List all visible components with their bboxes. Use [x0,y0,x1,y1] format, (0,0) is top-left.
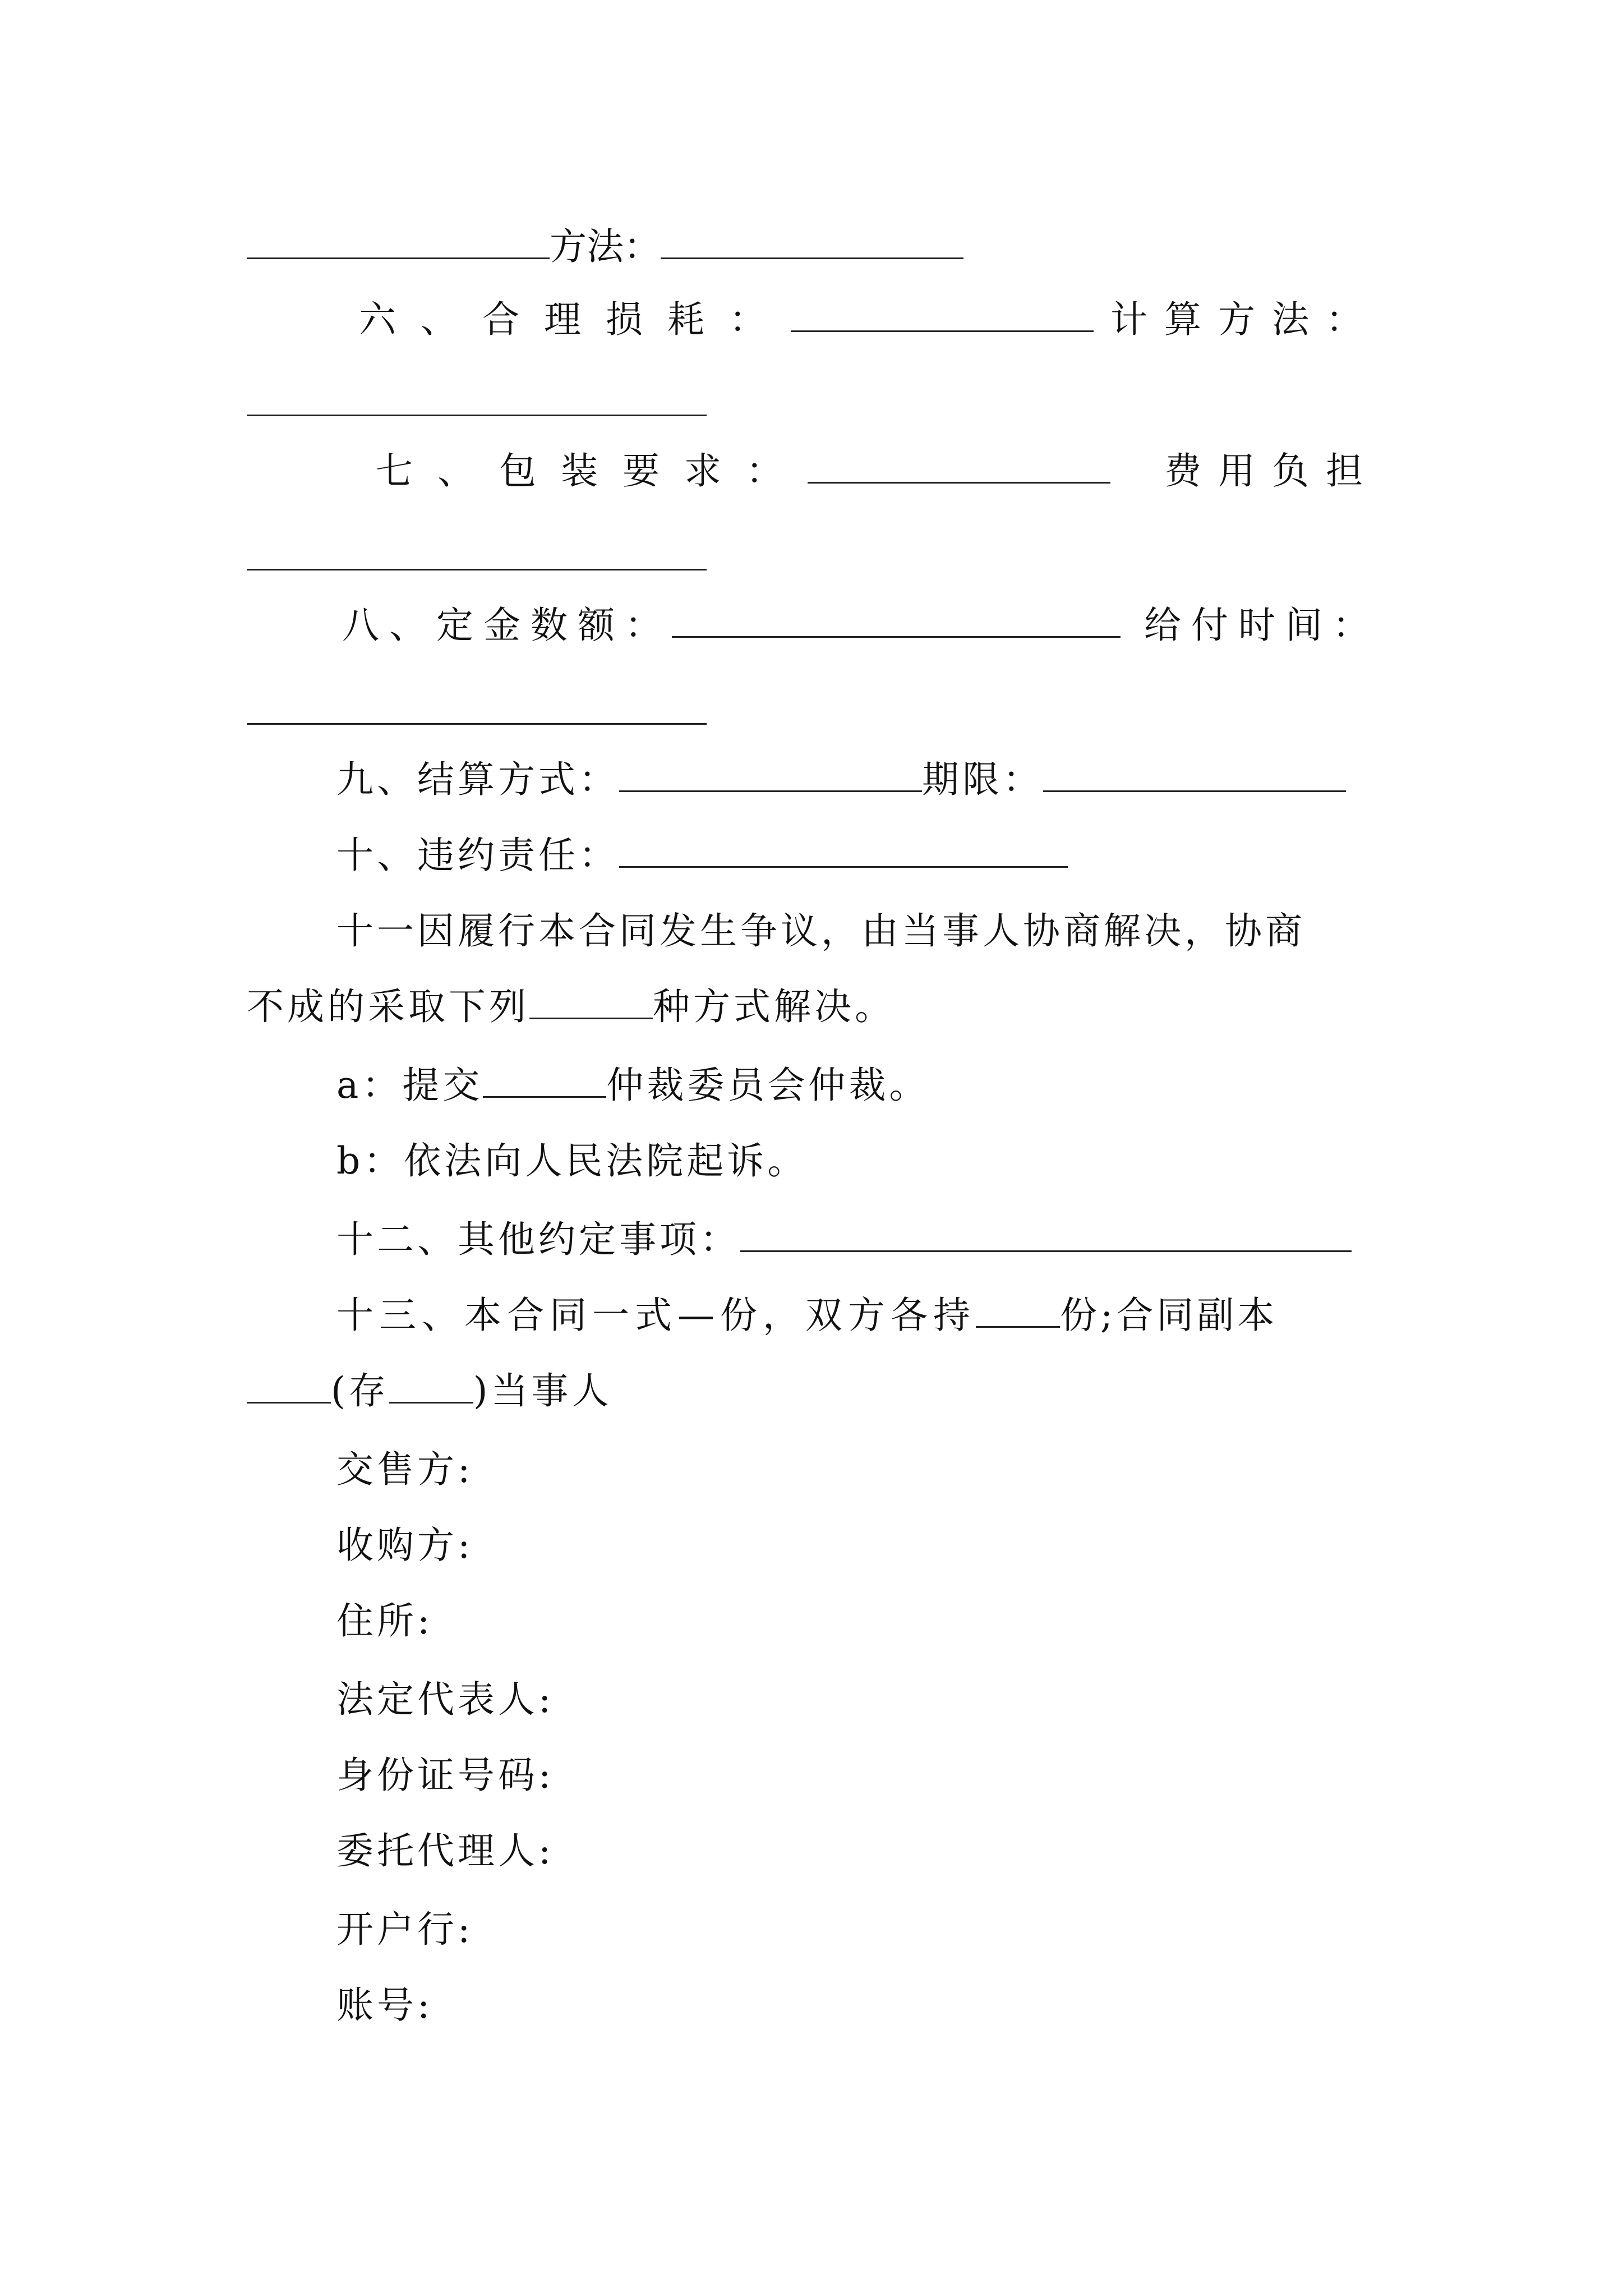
blank-field[interactable] [483,1062,606,1098]
blank-field[interactable] [976,1292,1060,1328]
dispute-text-b: 种方式解决。 [653,985,895,1028]
line-settlement [247,752,1380,808]
calc-method-label: 计算方法： [1110,298,1380,341]
other-matters-label: 十二、其他约定事项： [336,1218,740,1261]
blank-field[interactable] [619,757,922,792]
bank-line [247,1902,1380,1958]
line-liability [247,827,1380,884]
account-label: 账号: [336,1984,434,2027]
dispute-text: 十一因履行本合同发生争议，由当事人协商解决，协商 [336,909,1306,953]
blank-field[interactable] [1043,757,1346,792]
blank-field[interactable] [247,381,707,416]
id-number-line [247,1747,1380,1803]
copies-text-b: 份;合同副本 [1060,1294,1278,1337]
blank-field[interactable] [529,984,653,1019]
line-lawsuit [247,1133,1380,1189]
line-blank [247,376,1380,432]
blank-field[interactable] [247,224,550,259]
blank-field[interactable] [661,224,963,259]
copies-cont-a: (存 [331,1369,389,1412]
settlement-label: 九、结算方式： [336,758,619,801]
line-blank [247,530,1380,586]
line-reasonable-loss [247,292,1380,348]
blank-field[interactable] [808,448,1110,484]
dispute-text-a: 不成的采取下列 [247,985,529,1028]
cost-bearing-label: 费用负担 [1164,449,1380,493]
deposit-label: 八、定金数额： [342,604,672,647]
arbitration-text-b: 仲裁委员会仲裁。 [606,1064,930,1107]
reasonable-loss-label: 六、合理损耗： [359,298,791,341]
blank-field[interactable] [389,1368,473,1404]
legal-rep-line [247,1672,1380,1728]
account-line [247,1977,1380,2033]
seller-line [247,1442,1380,1498]
bank-label: 开户行: [336,1908,474,1951]
blank-field[interactable] [672,602,1121,638]
blank-field[interactable] [619,832,1068,868]
arbitration-text-a: a：提交 [336,1064,483,1107]
deadline-label: 期限： [922,758,1043,801]
line-dispute [247,903,1380,959]
copies-cont-b: )当事人 [473,1369,612,1412]
line-deposit [247,597,1380,654]
id-number-label: 身份证号码: [336,1754,555,1797]
line-copies [247,1287,1380,1343]
packaging-label: 七、包装要求： [376,449,808,493]
liability-label: 十、违约责任： [336,834,619,877]
line-other-matters [247,1212,1380,1268]
line-blank [247,684,1380,740]
blank-field[interactable] [247,1368,331,1404]
agent-line [247,1823,1380,1879]
legal-rep-label: 法定代表人: [336,1678,555,1721]
blank-field[interactable] [247,689,707,725]
buyer-line [247,1517,1380,1573]
blank-field[interactable] [740,1217,1352,1252]
seller-label: 交售方: [336,1448,474,1491]
line-arbitration [247,1057,1380,1114]
agent-label: 委托代理人: [336,1829,555,1872]
lawsuit-text: b：依法向人民法院起诉。 [336,1139,808,1182]
blank-field[interactable] [247,535,707,570]
method-label: 方法： [550,225,661,268]
line-packaging [247,443,1380,499]
copies-text-a: 十三、本合同一式—份，双方各持 [336,1294,976,1337]
payment-time-label: 给付时间： [1144,604,1380,647]
address-label: 住所: [336,1599,434,1642]
buyer-label: 收购方: [336,1524,474,1567]
line-dispute-cont [247,979,1380,1035]
line-method [247,219,1380,275]
line-copies-cont [247,1363,1380,1419]
blank-field[interactable] [791,297,1094,332]
address-line [247,1593,1380,1649]
